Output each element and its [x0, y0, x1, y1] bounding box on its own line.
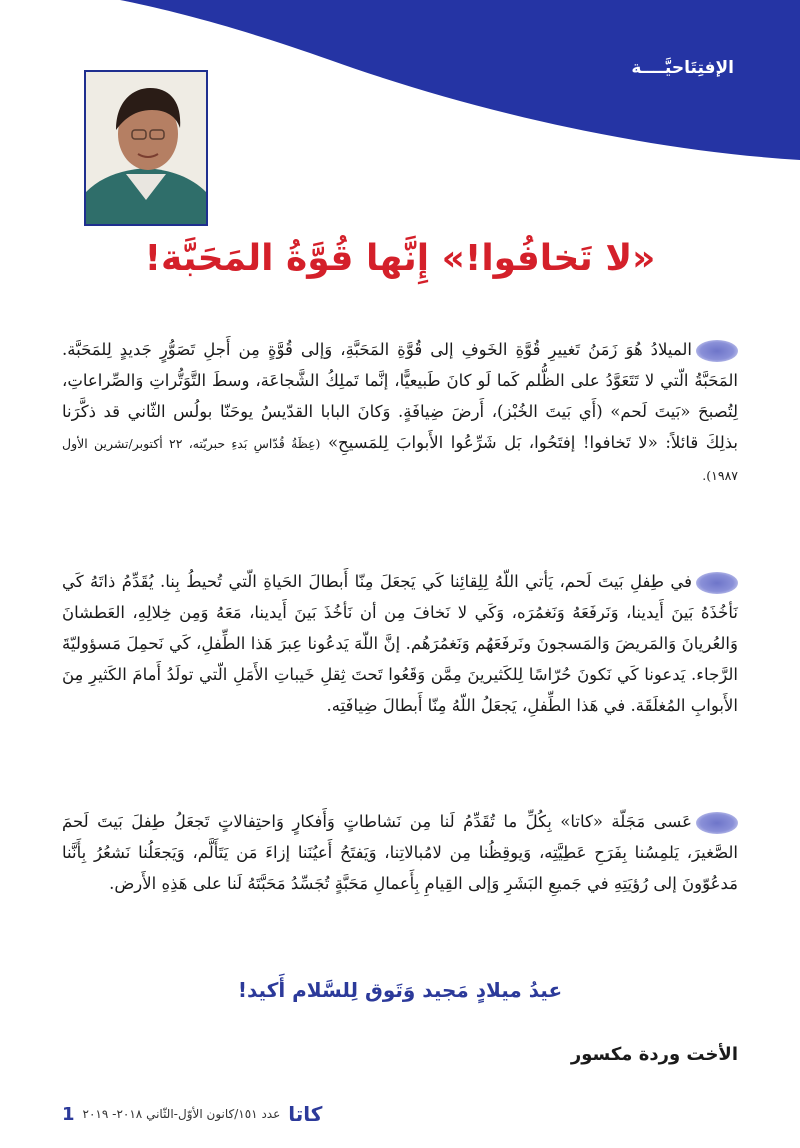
paragraph-3-text: عَسى مَجَلّة «كاتا» بِكُلِّ ما تُقَدِّمُ لَنا مِن نَشاطاتٍ وَأَفكارٍ وَاحتِفالاتٍ تَجعَلُ طِفلَ بَيتَ لَحمَ الصَّغيرَ، يَلمِسُنا بِفَرَحِ عَطِيَّتِه، وَيوقِظُنا مِن لامُبالاتِنا، وَيَفتَحُ أَعيُنَنا إزاءَ مَن يَتَأَلَّم، وَيَجعَلُنا نَشعُرُ بِأَنَّنا مَدعُوّونَ إلى رُؤيَتِهِ في جَميعِ البَشَرِ وَإلى القِيامِ بِأَعمالِ مَحَبَّةٍ تُجَسِّدُ مَحَبَّتَهُ لَنا على هَذِهِ الأَرض.: [62, 812, 738, 893]
author-name: الأخت وردة مكسور: [570, 1044, 738, 1065]
page-number: 1: [62, 1103, 75, 1125]
closing-greeting: عيدُ ميلادٍ مَجيد وَتَوق لِلسَّلام أَكيد!: [237, 978, 563, 1002]
paragraph-marker-icon: [696, 340, 738, 362]
portrait-illustration: [86, 72, 206, 224]
paragraph-marker-icon: [696, 812, 738, 834]
paragraph-marker-icon: [696, 572, 738, 594]
section-label: الإفتِتَاحيَّــــة: [631, 58, 734, 78]
paragraph-2-text: في طِفلِ بَيتَ لَحم، يَأتي اللّهُ لِلِقائِنا كَي يَجعَلَ مِنّا أَبطالَ الحَياةِ الّتي تُحيطُ بِنا. يُقَدِّمُ ذاتَهُ كَي نَأخُذَهُ بَينَ أَيدينا، وَنَرفَعَهُ وَنَغمُرَه، وَكَي لا نَخافَ مِن أن نَأخُذَ بَينَ أَيدينا، مَعَهُ وَمِن خِلالِهِ، العَطشانَ وَالعُريانَ وَالمَريضَ وَالمَسجونَ ونَرفَعَهُم وَنَغمُرَهُم. إنَّ اللّهَ يَدعُونا عِبرَ هَذا الطِّفلِ، كَي نَحمِلَ مَسؤوليّةَ الرَّجاء. يَدعونا كَي نَكونَ حُرّاسًا لِلكَثيرينَ مِمَّن وَقَعُوا تَحتَ ثِقلِ خَيباتِ الأَمَلِ الّتي تولَدُ أَمامَ الكَثيرِ مِنَ الأَبوابِ المُغلَقَة. في هَذا الطِّفلِ، يَجعَلُ اللّهُ مِنّا أَبطالَ ضِيافَتِه.: [62, 572, 738, 715]
magazine-logo: كاتا: [288, 1102, 323, 1126]
page-footer: [62, 1102, 322, 1126]
paragraph-1-text: الميلادُ هُوَ زَمَنُ تَغييرِ قُوَّةِ الخَوفِ إلى قُوَّةِ المَحَبَّةِ، وَإلى قُوَّةٍ مِن أَجلِ تَصَوُّرٍ جَديدٍ لِلمَحَبَّة. المَحَبَّةُ الّتي لا تَتَعَوَّدُ على الظُّلم كَما لَو كانَ طَبيعيًّا، إنَّما تَملِكُ الشَّجاعَة، وسطَ التَّوَتُّراتِ وَالصِّراعاتِ، لِتُصبحَ «بَيتَ لَحم» (أَي بَيتَ الخُبْز)، أَرضَ ضِيافَةٍ. وَكانَ البابا القدّيسُ يوحَنّا بولُس الثّاني قد ذكَّرَنا بذلِكَ قائلاً: «لا تَخافوا! إفتَحُوا، بَل شَرِّعُوا الأَبوابَ لِلمَسيحِ»: [62, 340, 738, 452]
paragraph-3: [62, 806, 738, 899]
paragraph-1: [62, 334, 738, 491]
paragraph-1-citation: (عِظَةُ قُدّاسِ بَدءِ حبريّته، ٢٢ أكتوبر/تشرين الأول ١٩٨٧).: [62, 436, 738, 483]
paragraph-2: [62, 566, 738, 721]
issue-info: عدد ١٥١/كانون الأوّل-الثّاني ٢٠١٨- ٢٠١٩: [82, 1107, 281, 1121]
article-title: «لا تَخافُوا!» إِنَّها قُوَّةُ المَحَبَّة!: [144, 238, 656, 279]
author-photo: [84, 70, 208, 226]
